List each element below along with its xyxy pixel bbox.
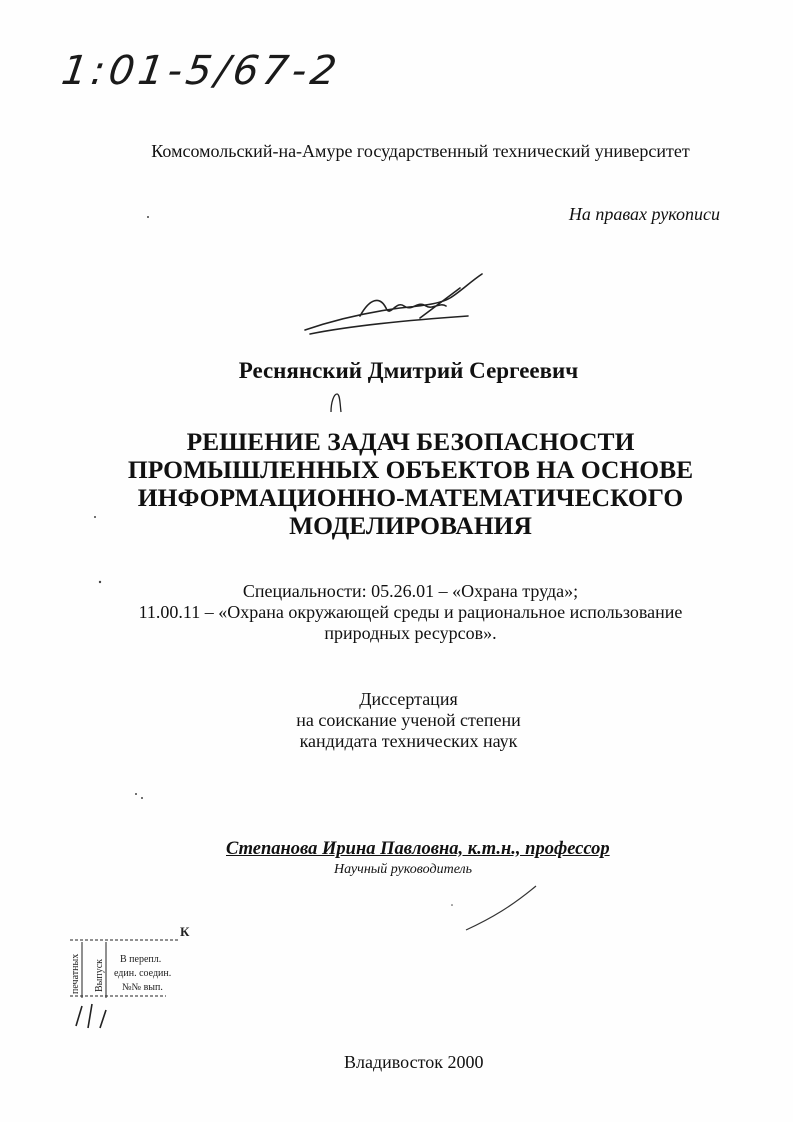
dissertation-title	[0, 428, 793, 540]
supervisor-role: Научный руководитель	[334, 862, 473, 877]
stamp-column-2: Выпуск	[94, 958, 105, 992]
stamp-line-2: един. соедин.	[114, 968, 172, 979]
stamp-column-1: печатных	[70, 953, 81, 994]
handwritten-inventory-number: 1:01-5/67-2	[58, 48, 344, 94]
thesis-block	[0, 689, 793, 752]
rights-notice: На правах рукописи	[568, 204, 720, 224]
author-name: Реснянский Дмитрий Сергеевич	[238, 358, 579, 383]
thesis-line-1: Диссертация	[359, 689, 458, 709]
stamp-line-1: В перепл.	[120, 954, 162, 965]
stamp-handwritten-marks	[76, 1004, 106, 1028]
pen-mark	[328, 390, 344, 416]
thesis-line-3: кандидата технических наук	[299, 731, 518, 751]
title-line-4: МОДЕЛИРОВАНИЯ	[289, 511, 532, 540]
stamp-corner-label: К	[180, 924, 190, 939]
university-name: Комсомольский-на-Амуре государственный технический университет	[151, 141, 690, 161]
pen-stroke	[462, 880, 542, 936]
title-line-1: РЕШЕНИЕ ЗАДАЧ БЕЗОПАСНОСТИ	[186, 427, 635, 456]
thesis-line-2: на соискание ученой степени	[296, 710, 521, 730]
specialty-block	[0, 581, 793, 644]
specialty-line-2: 11.00.11 – «Охрана окружающей среды и рациональное использование	[138, 602, 683, 622]
title-line-3: ИНФОРМАЦИОННО-МАТЕМАТИЧЕСКОГО	[137, 483, 684, 512]
specialty-line-1: Специальности: 05.26.01 – «Охрана труда»;	[242, 581, 579, 601]
author-signature	[300, 268, 500, 348]
title-line-2: ПРОМЫШЛЕННЫХ ОБЪЕКТОВ НА ОСНОВЕ	[127, 455, 694, 484]
specialty-line-3: природных ресурсов».	[324, 623, 497, 643]
stamp-line-3: №№ вып.	[122, 982, 163, 993]
library-stamp	[66, 920, 196, 1030]
city-year: Владивосток 2000	[344, 1052, 484, 1072]
supervisor-name: Степанова Ирина Павловна, к.т.н., профессор	[226, 839, 610, 859]
